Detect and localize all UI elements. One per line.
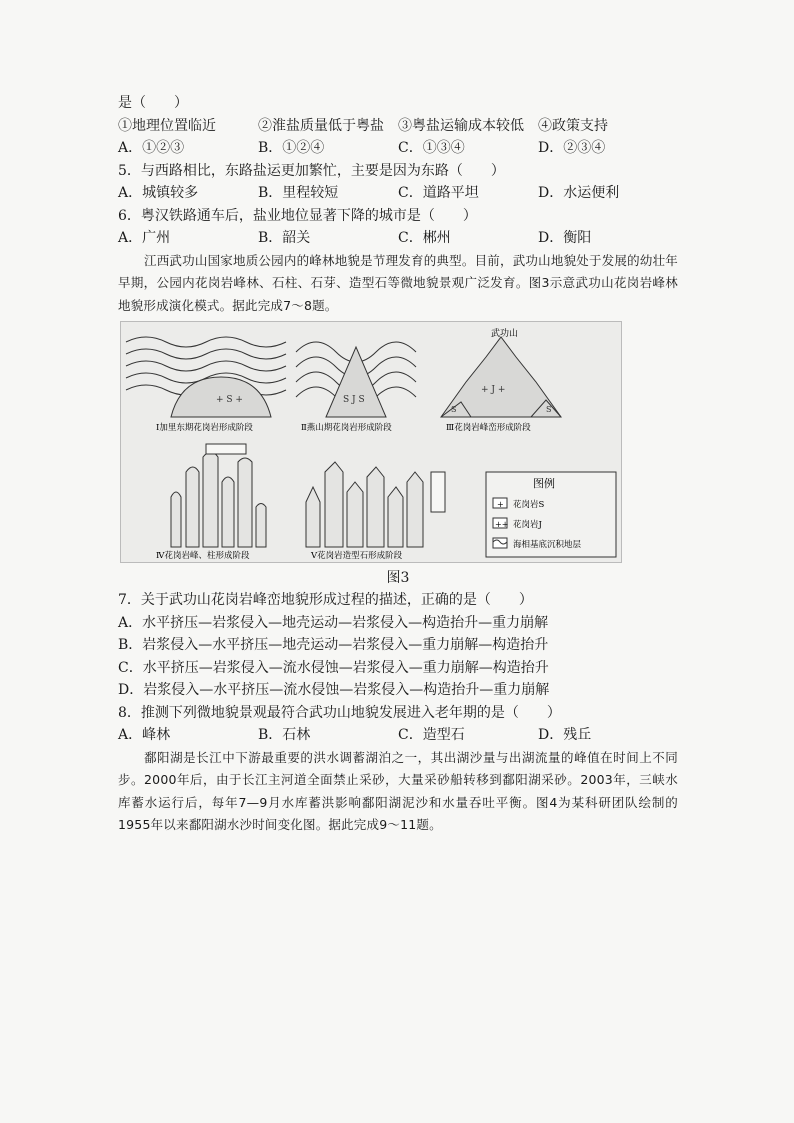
figure-3 [120, 321, 622, 563]
q8-stem: 8．推测下列微地貌景观最符合武功山地貌发展进入老年期的是（ ） [118, 704, 561, 721]
q5-option-c: C．道路平坦 [398, 185, 479, 201]
stage-4-label: Ⅳ花岗岩峰、柱形成阶段 [156, 551, 250, 561]
q4-item: ②淮盐质量低于粤盐 [258, 117, 384, 134]
q5-option-d: D．水运便利 [538, 185, 620, 201]
stage-5-label: Ⅴ花岗岩造型石形成阶段 [311, 551, 403, 561]
q8-option-c: C．造型石 [398, 727, 465, 743]
q6-option-d: D．衡阳 [538, 230, 592, 246]
q4-items [118, 115, 678, 138]
q7-option-c: C．水平挤压—岩浆侵入—流水侵蚀—岩浆侵入—重力崩解—构造抬升 [118, 659, 549, 676]
legend [486, 472, 616, 557]
intro-7-8: 江西武功山国家地质公园内的峰林地貌是节理发育的典型。目前，武功山地貌处于发展的幼壮年早期，公园内花岗岩峰林、石柱、石芽、造型石等微地貌景观广泛发育。图3示意武功山花岗岩峰林地貌形成演化模式。据此完成7～8题。 [118, 252, 678, 313]
legend-symbol-s: + [497, 500, 504, 509]
svg-text:+ S +: + S + [216, 395, 243, 405]
stage-1-label: Ⅰ加里东期花岗岩形成阶段 [156, 423, 253, 433]
stage-3-label: Ⅲ花岗岩峰峦形成阶段 [446, 423, 531, 433]
q4-option-b: B．①②④ [258, 140, 325, 156]
q8-options [118, 724, 678, 747]
stage-1-illustration [126, 337, 286, 417]
q7-stem: 7．关于武功山花岗岩峰峦地貌形成过程的描述，正确的是（ ） [118, 592, 533, 608]
q4-item: ①地理位置临近 [118, 117, 216, 134]
q5-options [118, 182, 678, 205]
exam-page [118, 92, 678, 837]
legend-symbol-j: ++ [495, 520, 509, 529]
q8-option-a: A．峰林 [118, 727, 171, 743]
q5-option-b: B．里程较短 [258, 185, 339, 201]
q4-option-c: C．①③④ [398, 140, 465, 156]
svg-text:S: S [451, 405, 457, 414]
legend-swatch-strata [493, 538, 507, 548]
q4-item: ④政策支持 [538, 117, 608, 134]
q6-options [118, 227, 678, 250]
q6-option-c: C．郴州 [398, 230, 451, 246]
landform-diagram [121, 322, 621, 562]
q6-stem: 6．粤汉铁路通车后，盐业地位显著下降的城市是（ ） [118, 207, 477, 224]
stage-3-illustration [441, 337, 561, 417]
q4-options [118, 137, 678, 160]
q8-option-d: D．残丘 [538, 727, 592, 743]
stage-5-illustration [306, 462, 445, 547]
q6-option-b: B．韶关 [258, 230, 311, 246]
q5-option-a: A．城镇较多 [118, 185, 199, 201]
legend-item-strata: 海相基底沉积地层 [513, 540, 582, 550]
q4-item: ③粤盐运输成本较低 [398, 117, 524, 134]
stage-2-label: Ⅱ燕山期花岗岩形成阶段 [301, 423, 392, 433]
stage-4-illustration [171, 444, 266, 547]
svg-text:+ J +: + J + [481, 385, 506, 395]
stage-2-illustration [296, 342, 416, 417]
q7-option-b: B．岩浆侵入—水平挤压—地壳运动—岩浆侵入—重力崩解—构造抬升 [118, 637, 549, 653]
q4-option-d: D．②③④ [538, 140, 606, 156]
mountain-label: 武功山 [491, 329, 519, 339]
intro-9-11: 鄱阳湖是长江中下游最重要的洪水调蓄湖泊之一，其出湖沙量与出湖流量的峰值在时间上不同步。2000年后，由于长江主河道全面禁止采砂，大量采砂船转移到鄱阳湖采砂。2003年，三峡水库蓄水运行后，每年7—9月水库蓄洪影响鄱阳湖泥沙和水量吞吐平衡。图4为某科研团队绘制的1955年以来鄱阳湖水沙时间变化图。据此完成9～11题。 [118, 749, 678, 832]
legend-item-j: 花岗岩J [513, 520, 542, 530]
q4-option-a: A．①②③ [118, 140, 185, 156]
figure-caption: 图3 [386, 570, 410, 586]
q7-option-a: A．水平挤压—岩浆侵入—地壳运动—岩浆侵入—构造抬升—重力崩解 [118, 614, 549, 631]
svg-text:S J S: S J S [343, 395, 365, 405]
q5-stem: 5．与西路相比，东路盐运更加繁忙，主要是因为东路（ ） [118, 162, 505, 179]
q7-option-d: D．岩浆侵入—水平挤压—流水侵蚀—岩浆侵入—构造抬升—重力崩解 [118, 682, 550, 698]
q8-option-b: B．石林 [258, 727, 311, 743]
legend-title: 图例 [533, 477, 555, 490]
legend-item-s: 花岗岩S [513, 500, 545, 510]
q4-stem-tail: 是（ ） [118, 95, 188, 111]
q6-option-a: A．广州 [118, 230, 171, 246]
svg-text:S: S [546, 405, 552, 414]
